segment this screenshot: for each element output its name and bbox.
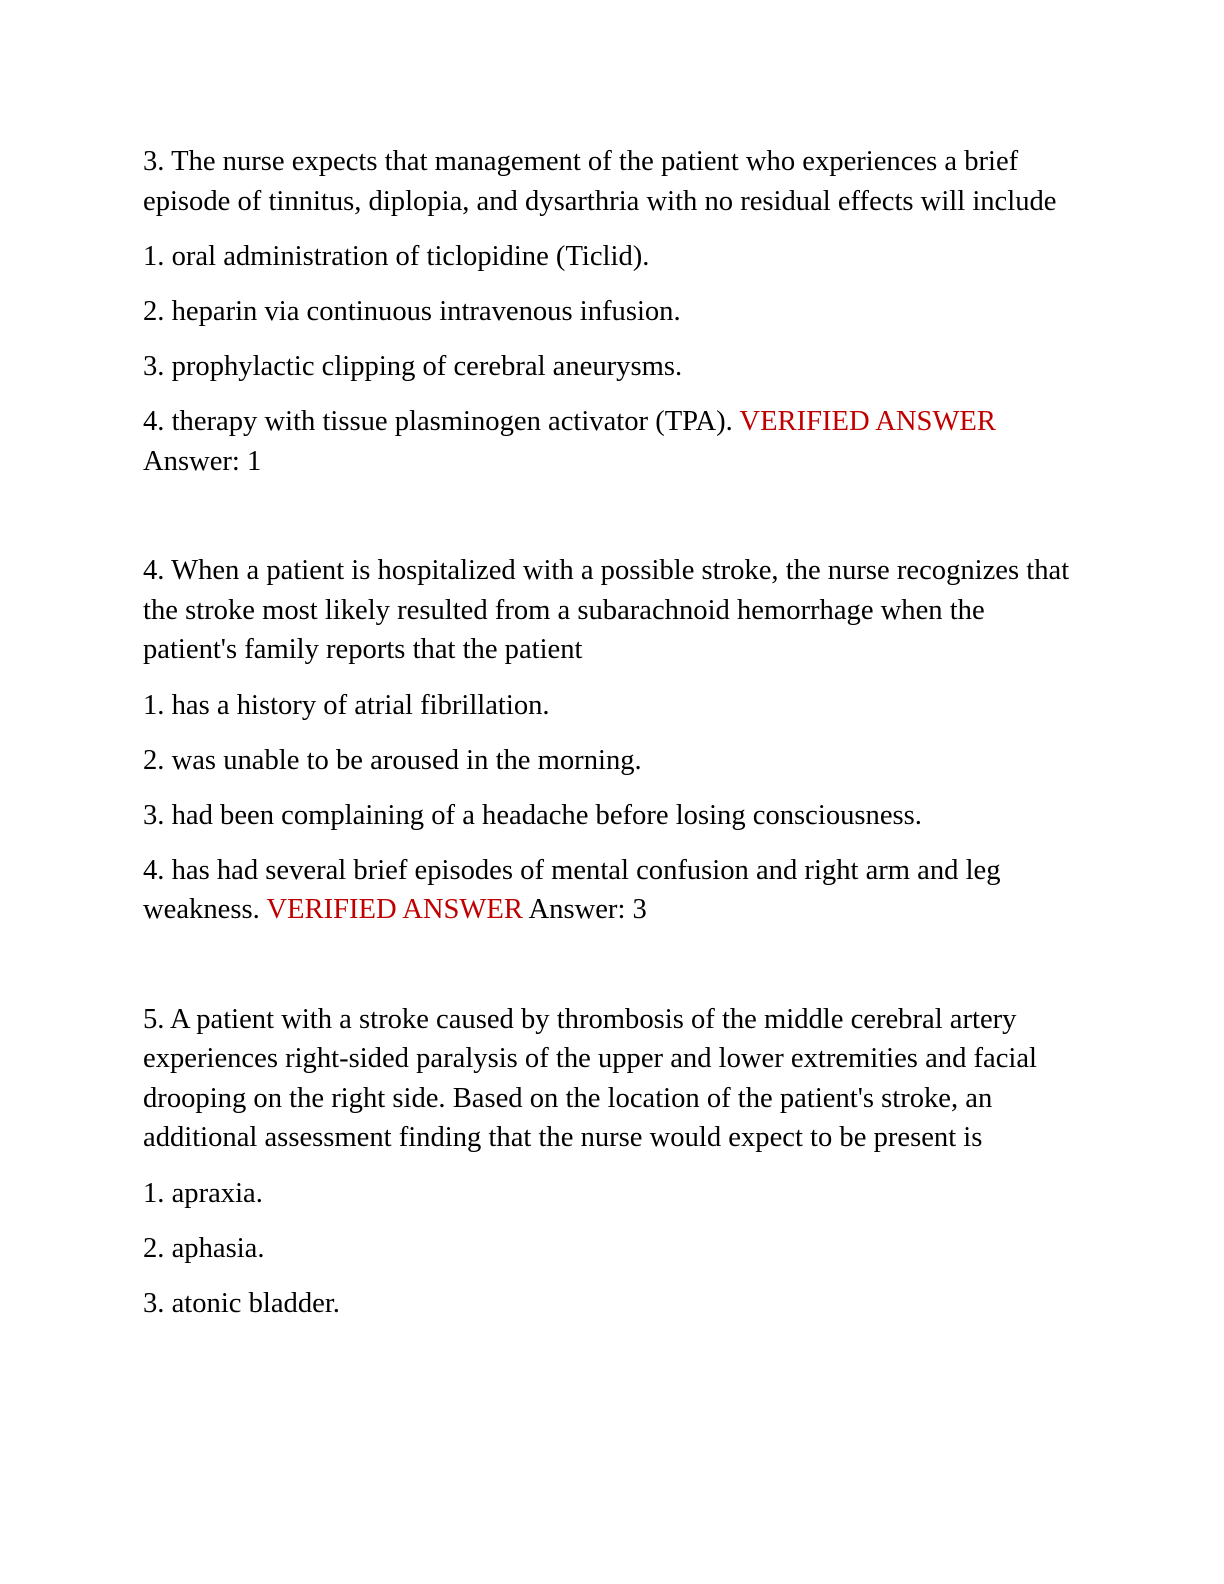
verified-answer-label: VERIFIED ANSWER [739,406,996,437]
answer-option: 2. heparin via continuous intravenous infusion. [143,296,681,327]
answer-option-with-answer [143,851,1083,930]
answer-option: 2. was unable to be aroused in the morning. [143,744,642,776]
answer-key: Answer: 3 [528,894,647,925]
question-stem: 4. When a patient is hospitalized with a possible stroke, the nurse recognizes that the stroke most likely resulted from a subarachnoid hemorrhage when the patient's family reports that the patient [143,555,1070,665]
answer-key: Answer: 1 [143,445,262,477]
question-3 [143,142,1083,481]
answer-option: 1. oral administration of ticlopidine (Ticlid). [143,241,650,272]
answer-option: 1. apraxia. [143,1177,263,1209]
verified-answer-label: VERIFIED ANSWER [266,894,523,925]
question-4 [143,551,1083,930]
answer-option: 2. aphasia. [143,1232,265,1264]
answer-option: 1. has a history of atrial fibrillation. [143,689,550,721]
answer-option: 3. had been complaining of a headache before losing consciousness. [143,799,922,831]
answer-option: 3. prophylactic clipping of cerebral aneurysms. [143,351,683,382]
question-stem: 5. A patient with a stroke caused by thrombosis of the middle cerebral artery experiences right-sided paralysis of the upper and lower extremities and facial drooping on the right side. Based on the location of the patient's stroke, an additional assessment finding that the nurse would expect to be present is [143,1003,1038,1153]
answer-option: 3. atonic bladder. [143,1287,340,1319]
answer-option-with-answer [143,402,1083,481]
answer-option-text: 4. therapy with tissue plasminogen activator (TPA). [143,406,733,437]
document-content [143,142,1083,1323]
question-stem: 3. The nurse expects that management of the patient who experiences a brief episode of tinnitus, diplopia, and dysarthria with no residual effects will include [143,146,1057,217]
question-5 [143,1000,1083,1324]
answer-option-text: 4. has had several brief episodes of mental confusion and right arm and leg weakness. [143,854,1001,925]
